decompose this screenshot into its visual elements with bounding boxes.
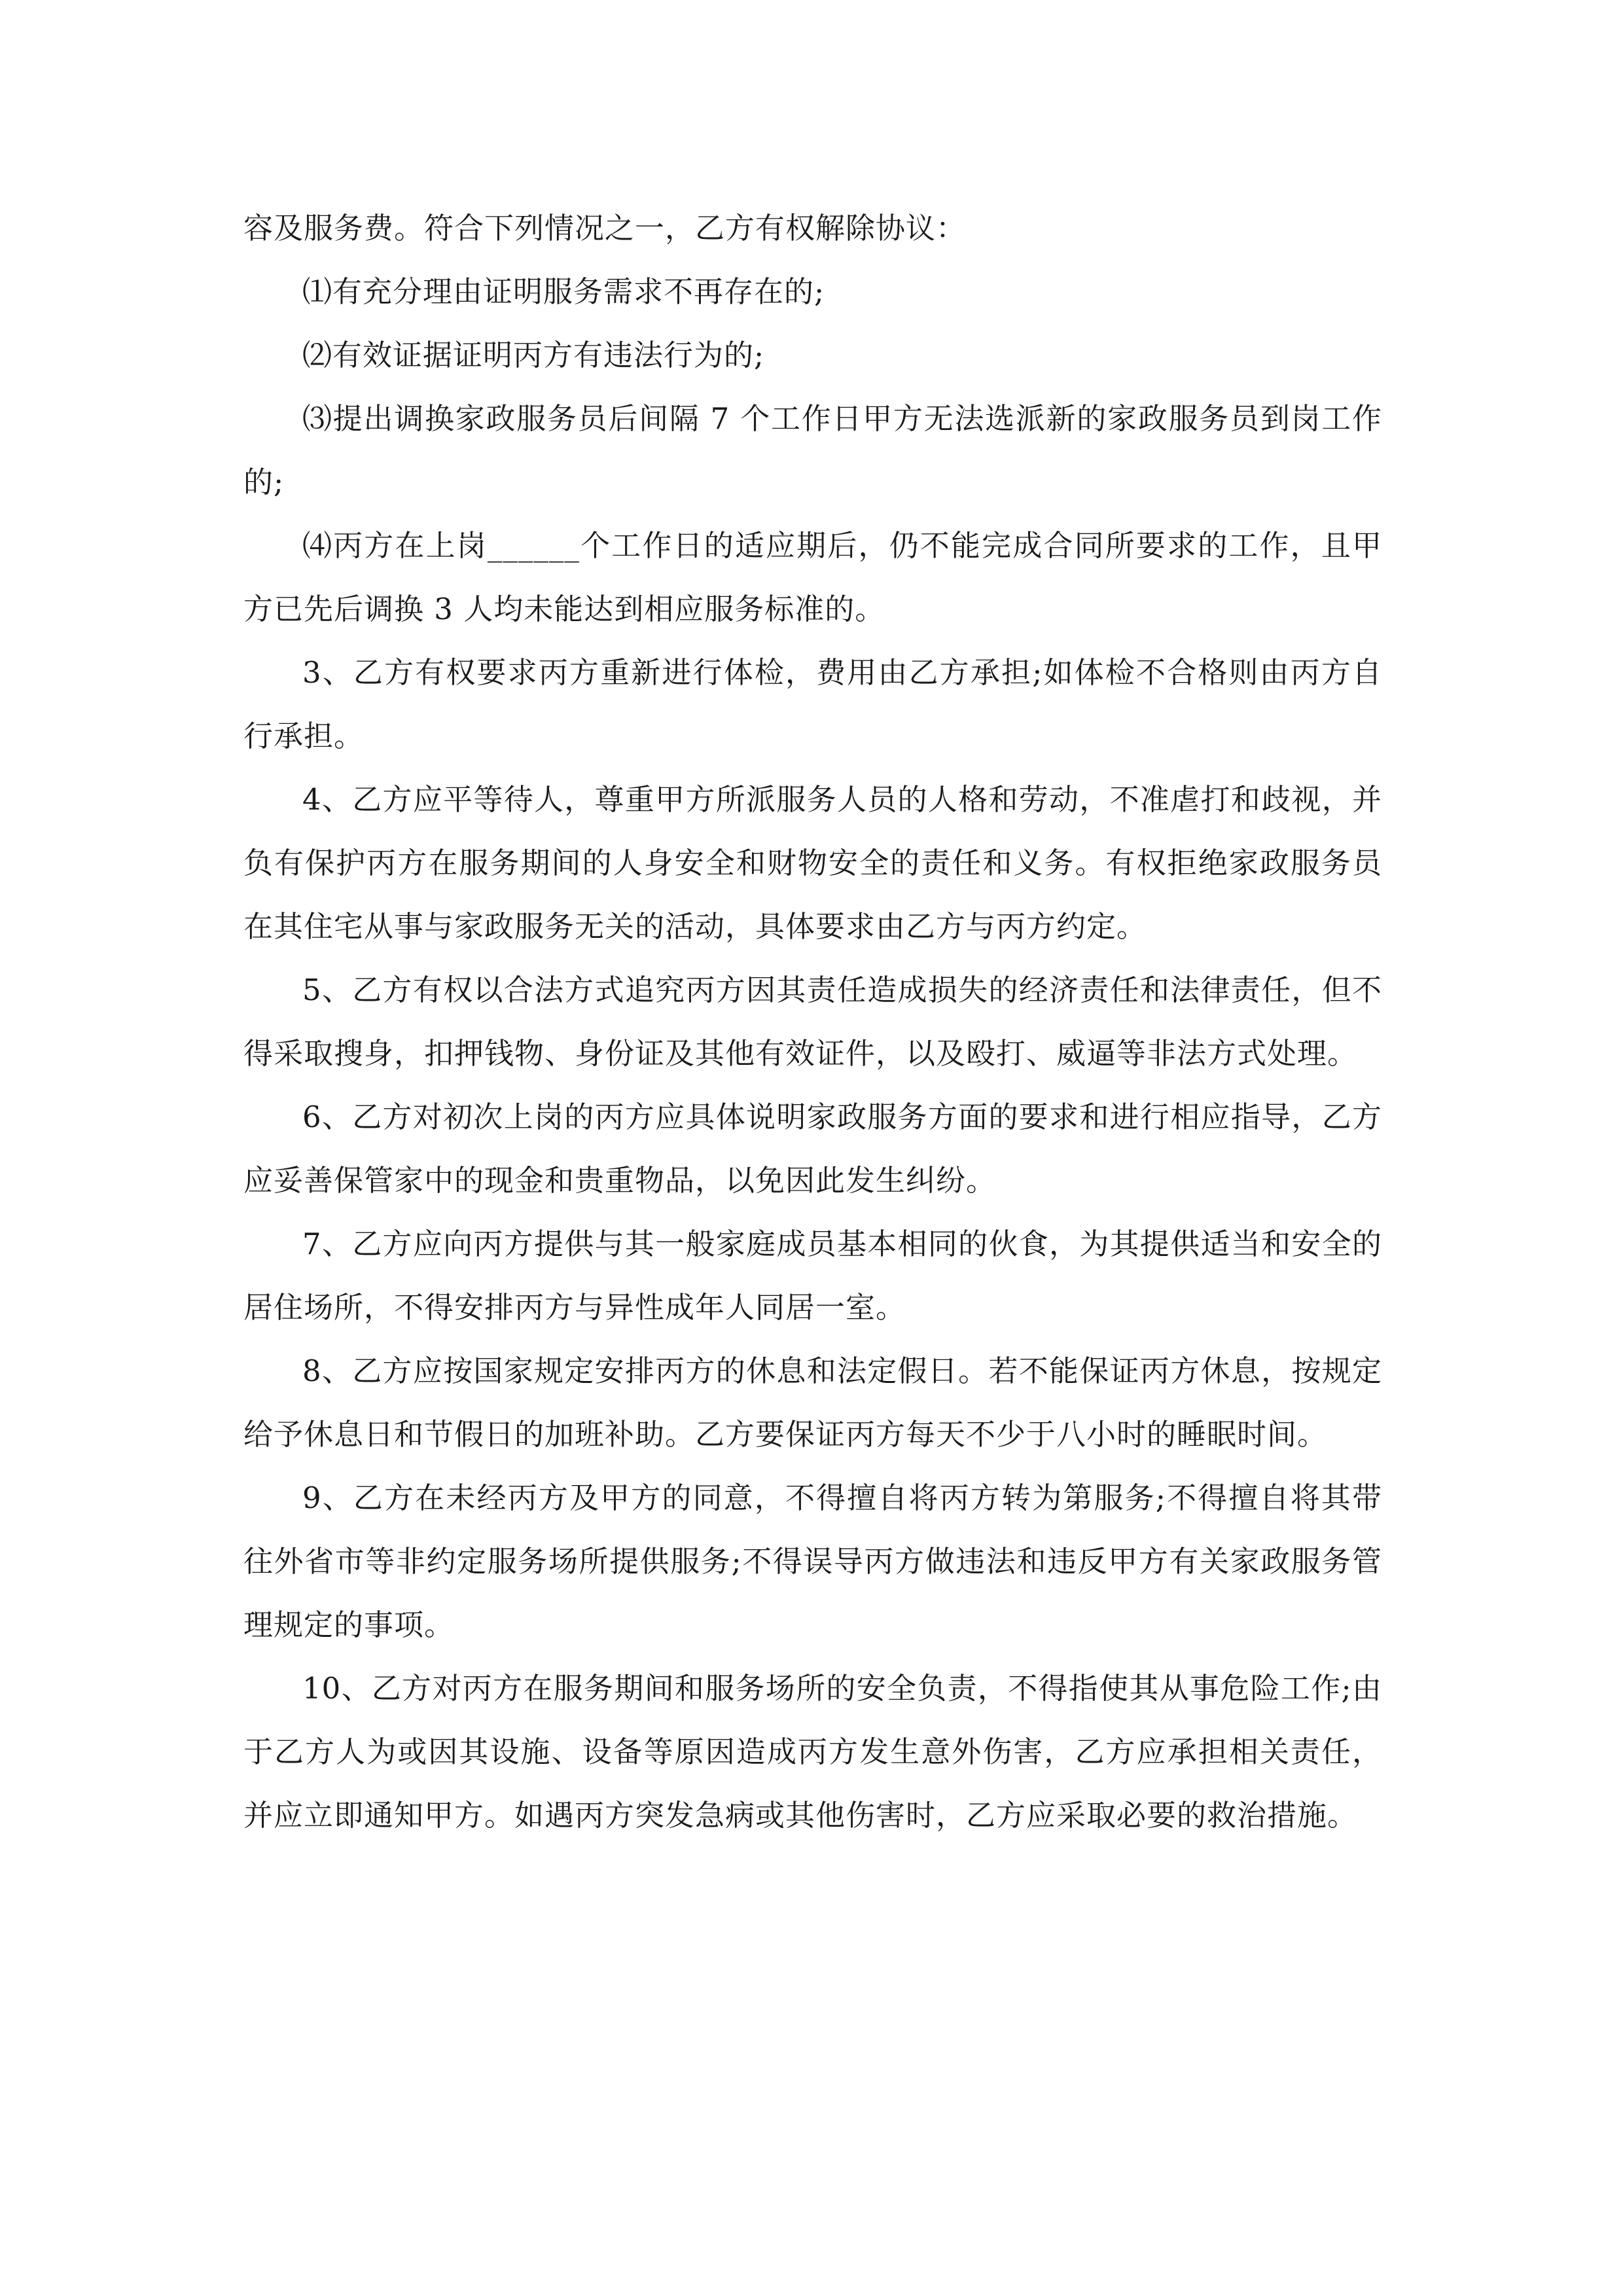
paragraph-continuation: 容及服务费。符合下列情况之一，乙方有权解除协议：: [243, 211, 967, 245]
paragraph-10: 10、乙方对丙方在服务期间和服务场所的安全负责，不得指使其从事危险工作;由于乙方人为或因其设施、设备等原因造成丙方发生意外伤害，乙方应承担相关责任，并应立即通知甲方。如遇丙方突发急病或其他伤害时，乙方应采取必要的救治措施。: [243, 1671, 1382, 1833]
paragraph-8: 8、乙方应按国家规定安排丙方的休息和法定假日。若不能保证丙方休息，按规定给予休息日和节假日的加班补助。乙方要保证丙方每天不少于八小时的睡眠时间。: [243, 1354, 1382, 1452]
document-body: [243, 196, 1382, 1847]
clause-item-3: ⑶提出调换家政服务员后间隔 7 个工作日甲方无法选派新的家政服务员到岗工作的;: [243, 401, 1382, 499]
paragraph-5: 5、乙方有权以合法方式追究丙方因其责任造成损失的经济责任和法律责任，但不得采取搜身，扣押钱物、身份证及其他有效证件，以及殴打、威逼等非法方式处理。: [243, 973, 1382, 1071]
paragraph-7: 7、乙方应向丙方提供与其一般家庭成员基本相同的伙食，为其提供适当和安全的居住场所，不得安排丙方与异性成年人同居一室。: [243, 1227, 1382, 1325]
paragraph-6: 6、乙方对初次上岗的丙方应具体说明家政服务方面的要求和进行相应指导，乙方应妥善保管家中的现金和贵重物品，以免因此发生纠纷。: [243, 1100, 1382, 1198]
paragraph-4: 4、乙方应平等待人，尊重甲方所派服务人员的人格和劳动，不准虐打和歧视，并负有保护丙方在服务期间的人身安全和财物安全的责任和义务。有权拒绝家政服务员在其住宅从事与家政服务无关的活动，具体要求由乙方与丙方约定。: [243, 782, 1382, 944]
clause-item-2: ⑵有效证据证明丙方有违法行为的;: [302, 338, 765, 372]
paragraph-3: 3、乙方有权要求丙方重新进行体检，费用由乙方承担;如体检不合格则由丙方自行承担。: [243, 655, 1382, 753]
clause-item-1: ⑴有充分理由证明服务需求不再存在的;: [302, 274, 825, 309]
clause-item-4: ⑷丙方在上岗______个工作日的适应期后，仍不能完成合同所要求的工作，且甲方已先后调换 3 人均未能达到相应服务标准的。: [243, 528, 1382, 626]
paragraph-9: 9、乙方在未经丙方及甲方的同意，不得擅自将丙方转为第服务;不得擅自将其带往外省市等非约定服务场所提供服务;不得误导丙方做违法和违反甲方有关家政服务管理规定的事项。: [243, 1480, 1382, 1642]
